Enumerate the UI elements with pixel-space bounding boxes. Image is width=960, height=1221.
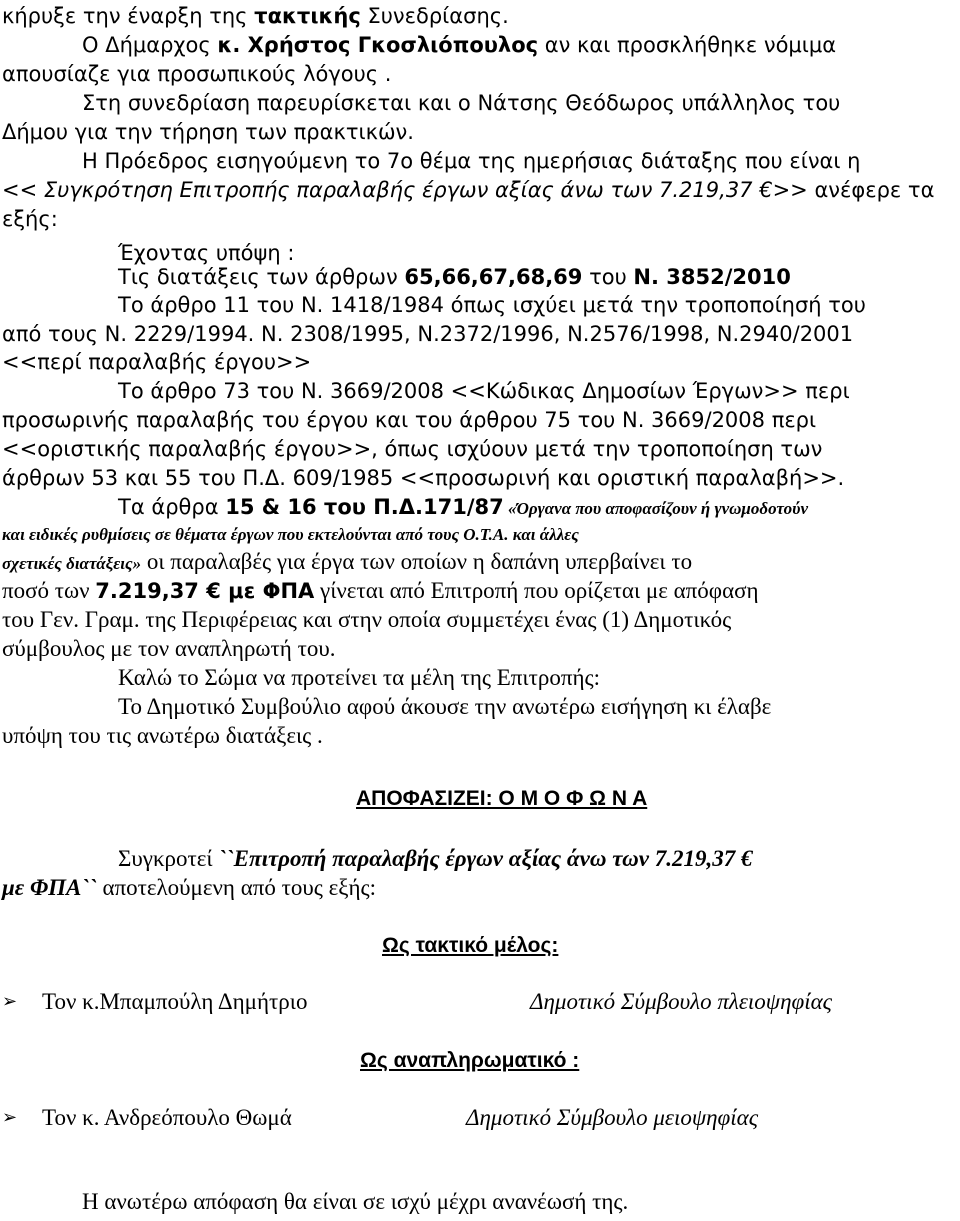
arrow-bullet-icon: ➢ <box>2 991 18 1012</box>
text-bold-italic: σχετικές διατάξεις» <box>2 554 142 573</box>
text-line: <<οριστικής παραλαβής έργου>>, όπως ισχύουν μετά την τροποποίηση των <box>2 437 823 461</box>
text-bold-italic: με ΦΠΑ`` <box>2 875 97 900</box>
text-line <box>2 176 934 204</box>
text-line <box>2 2 509 30</box>
text-span: του <box>582 265 634 289</box>
text-bold: Ν. 3852/2010 <box>633 265 791 289</box>
text-line: Δήμου για την τήρηση των πρακτικών. <box>2 120 414 144</box>
text-span: ανέφερε τα <box>807 178 935 202</box>
text-line: Το Δημοτικό Συμβούλιο αφού άκουσε την ανωτέρω εισήγηση κι έλαβε <box>118 694 772 719</box>
regular-member-role: Δημοτικό Σύμβουλο πλειοψηφίας <box>530 989 833 1014</box>
text-line: άρθρων 53 και 55 του Π.Δ. 609/1985 <<προσωρινή και οριστική παραλαβή>>. <box>2 466 845 490</box>
text-line: και ειδικές ρυθμίσεις σε θέματα έργων που εκτελούνται από τους Ο.Τ.Α. και άλλες <box>2 525 579 544</box>
text-span: κήρυξε την έναρξη της <box>2 4 255 28</box>
text-italic: << Συγκρότηση Επιτροπής παραλαβής έργων αξίας άνω των 7.219,37 €>> <box>2 178 808 202</box>
regular-member-name: Τον κ.Μπαμπούλη Δημήτριο <box>42 989 308 1014</box>
text-line: εξής: <box>2 207 58 231</box>
text-line: Το άρθρο 11 του Ν. 1418/1984 όπως ισχύει μετά την τροποποίησή του <box>118 293 866 317</box>
text-bold-italic: ``Επιτροπή παραλαβής έργων αξίας άνω των 7.219,37 € <box>218 846 753 871</box>
text-span: αποτελούμενη από τους εξής: <box>96 875 377 900</box>
text-line <box>2 577 759 605</box>
text-line: υπόψη του τις ανωτέρω διατάξεις . <box>2 723 323 748</box>
text-span: Τις διατάξεις των άρθρων <box>118 265 405 289</box>
text-bold: τακτικής <box>254 4 361 28</box>
text-span: Συνεδρίασης. <box>360 4 509 28</box>
text-line: Καλώ το Σώμα να προτείνει τα μέλη της Επιτροπής: <box>118 665 600 690</box>
text-line <box>2 874 376 902</box>
regular-member-heading: Ως τακτικό μέλος: <box>382 934 559 957</box>
text-line: <<περί παραλαβής έργου>> <box>2 350 312 374</box>
alternate-member-name: Τον κ. Ανδρεόπουλο Θωμά <box>42 1105 292 1130</box>
text-line <box>2 548 692 578</box>
text-line: σύμβουλος με τον αναπληρωτή του. <box>2 636 336 661</box>
text-bold: 65,66,67,68,69 <box>404 265 583 289</box>
final-statement: Η ανωτέρω απόφαση θα είναι σε ισχύ μέχρι ανανέωσή της. <box>82 1189 629 1214</box>
text-line <box>118 845 752 873</box>
text-bold: κ. Χρήστος Γκοσλιόπουλος <box>217 33 539 57</box>
text-span: οι παραλαβές για έργα των οποίων η δαπάνη υπερβαίνει το <box>141 549 693 574</box>
alternate-member-role: Δημοτικό Σύμβουλο μειοψηφίας <box>466 1105 759 1130</box>
arrow-bullet-icon: ➢ <box>2 1107 18 1128</box>
text-span: Τα άρθρα <box>118 495 226 519</box>
text-line <box>82 31 836 59</box>
text-span: Ο Δήμαρχος <box>82 33 218 57</box>
text-bold: 15 & 16 του Π.Δ.171/87 <box>225 495 504 519</box>
text-line: Η Πρόεδρος εισηγούμενη το 7ο θέμα της ημερήσιας διάταξης που είναι η <box>82 149 861 173</box>
text-span: αν και προσκλήθηκε νόμιμα <box>538 33 837 57</box>
text-line: του Γεν. Γραμ. της Περιφέρειας και στην οποία συμμετέχει ένας (1) Δημοτικός <box>2 607 732 632</box>
decision-heading: ΑΠΟΦΑΣΙΖΕΙ: Ο Μ Ο Φ Ω Ν Α <box>356 787 648 810</box>
text-line: απουσίαζε για προσωπικούς λόγους . <box>2 62 392 86</box>
text-bold: 7.219,37 € με ΦΠΑ <box>95 579 315 603</box>
text-line: από τους Ν. 2229/1994. Ν. 2308/1995, Ν.2372/1996, Ν.2576/1998, Ν.2940/2001 <box>2 322 854 346</box>
alternate-member-heading: Ως αναπληρωματικό : <box>360 1049 580 1072</box>
text-span: Συγκροτεί <box>118 846 219 871</box>
text-line: προσωρινής παραλαβής του έργου και του άρθρου 75 του Ν. 3669/2008 περι <box>2 408 817 432</box>
text-line <box>118 263 791 291</box>
text-line: Στη συνεδρίαση παρευρίσκεται και ο Νάτσης Θεόδωρος υπάλληλος του <box>82 91 841 115</box>
text-line: Το άρθρο 73 του Ν. 3669/2008 <<Κώδικας Δημοσίων Έργων>> περι <box>118 379 850 403</box>
text-span: ποσό των <box>2 578 96 603</box>
text-line <box>118 493 808 523</box>
text-bold-italic: «Όργανα που αποφασίζουν ή γνωμοδοτούν <box>503 499 809 518</box>
text-line: Έχοντας υπόψη : <box>118 241 295 265</box>
text-span: γίνεται από Επιτροπή που ορίζεται με απόφαση <box>314 578 759 603</box>
